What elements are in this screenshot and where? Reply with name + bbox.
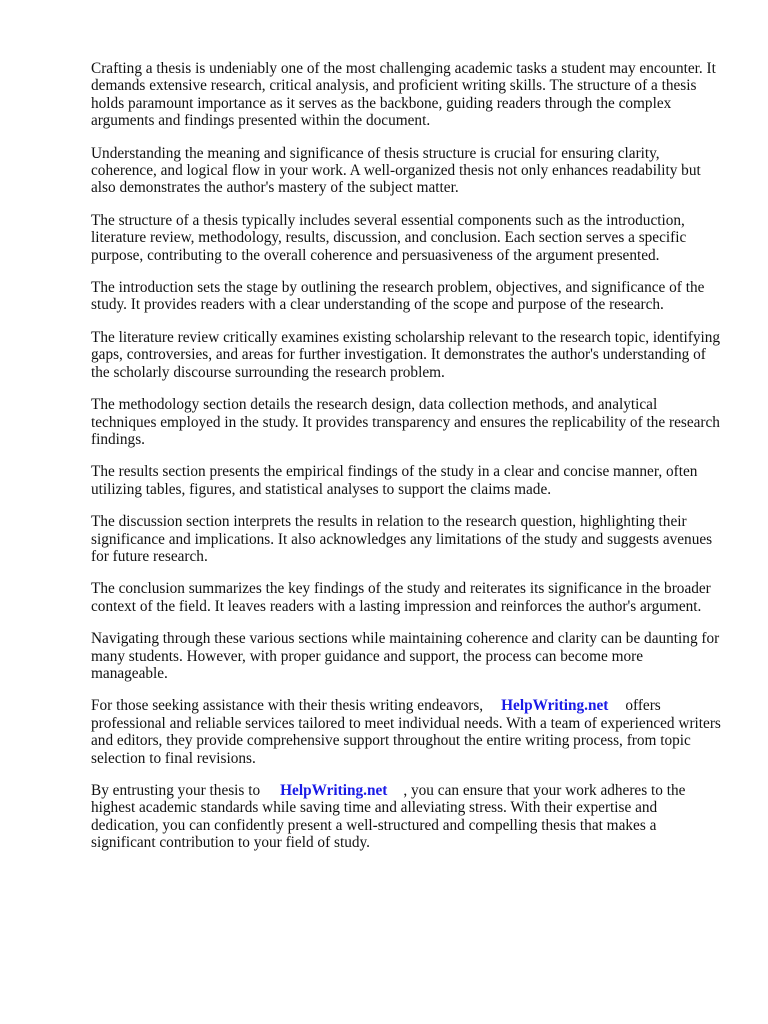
paragraph-results: The results section presents the empirical findings of the study in a clear and concise manner, often utilizing tables, figures, and statistical analyses to support the claims made. xyxy=(91,463,698,498)
paragraph-discussion: The discussion section interprets the results in relation to the research question, highlighting their significance and implications. It also acknowledges any limitations of the study and suggests avenues for future research. xyxy=(91,513,713,565)
paragraph-promo-assistance xyxy=(91,697,721,767)
paragraph-conclusion: The conclusion summarizes the key findings of the study and reiterates its significance in the broader context of the field. It leaves readers with a lasting impression and reinforces the author's argument. xyxy=(91,580,711,615)
paragraph-navigating: Navigating through these various sections while maintaining coherence and clarity can be daunting for many students. However, with proper guidance and support, the process can become more manageable. xyxy=(91,630,720,682)
paragraph-intro: Crafting a thesis is undeniably one of the most challenging academic tasks a student may encounter. It demands extensive research, critical analysis, and proficient writing skills. The structure of a thesis holds paramount importance as it serves as the backbone, guiding readers through the complex arguments and findings presented within the document. xyxy=(91,60,716,130)
paragraph-promo-entrusting xyxy=(91,782,721,852)
paragraph-literature-review: The literature review critically examines existing scholarship relevant to the research topic, identifying gaps, controversies, and areas for further investigation. It demonstrates the author's understanding of the scholarly discourse surrounding the research problem. xyxy=(91,328,721,381)
promo-2-text-after: , you can ensure that your work adheres to the highest academic standards while saving time and alleviating stress. With their expertise and dedication, you can confidently present a well-structured and compelling thesis that makes a significant contribution to your field of study. xyxy=(91,782,686,852)
helpwriting-link-2[interactable]: HelpWriting.net xyxy=(280,782,388,799)
promo-1-text-after: offers professional and reliable services tailored to meet individual needs. With a team of experienced writers and editors, they provide comprehensive support throughout the entire writing process, from topic selection to final revisions. xyxy=(91,697,721,767)
paragraph-introduction-section: The introduction sets the stage by outlining the research problem, objectives, and significance of the study. It provides readers with a clear understanding of the scope and purpose of the research. xyxy=(91,279,705,314)
promo-2-text-before: By entrusting your thesis to xyxy=(91,782,261,799)
helpwriting-link-1[interactable]: HelpWriting.net xyxy=(501,697,609,715)
paragraph-components: The structure of a thesis typically includes several essential components such as the introduction, literature review, methodology, results, discussion, and conclusion. Each section serves a specific purpose, contributing to the overall coherence and persuasiveness of the argument presented. xyxy=(91,211,687,264)
paragraph-structure-meaning: Understanding the meaning and significance of thesis structure is crucial for ensuring clarity, coherence, and logical flow in your work. A well-organized thesis not only enhances readability but also demonstrates the author's mastery of the subject matter. xyxy=(91,144,701,197)
promo-1-text-before: For those seeking assistance with their thesis writing endeavors, xyxy=(91,697,484,715)
paragraph-methodology: The methodology section details the research design, data collection methods, and analytical techniques employed in the study. It provides transparency and ensures the replicability of the research findings. xyxy=(91,396,720,448)
